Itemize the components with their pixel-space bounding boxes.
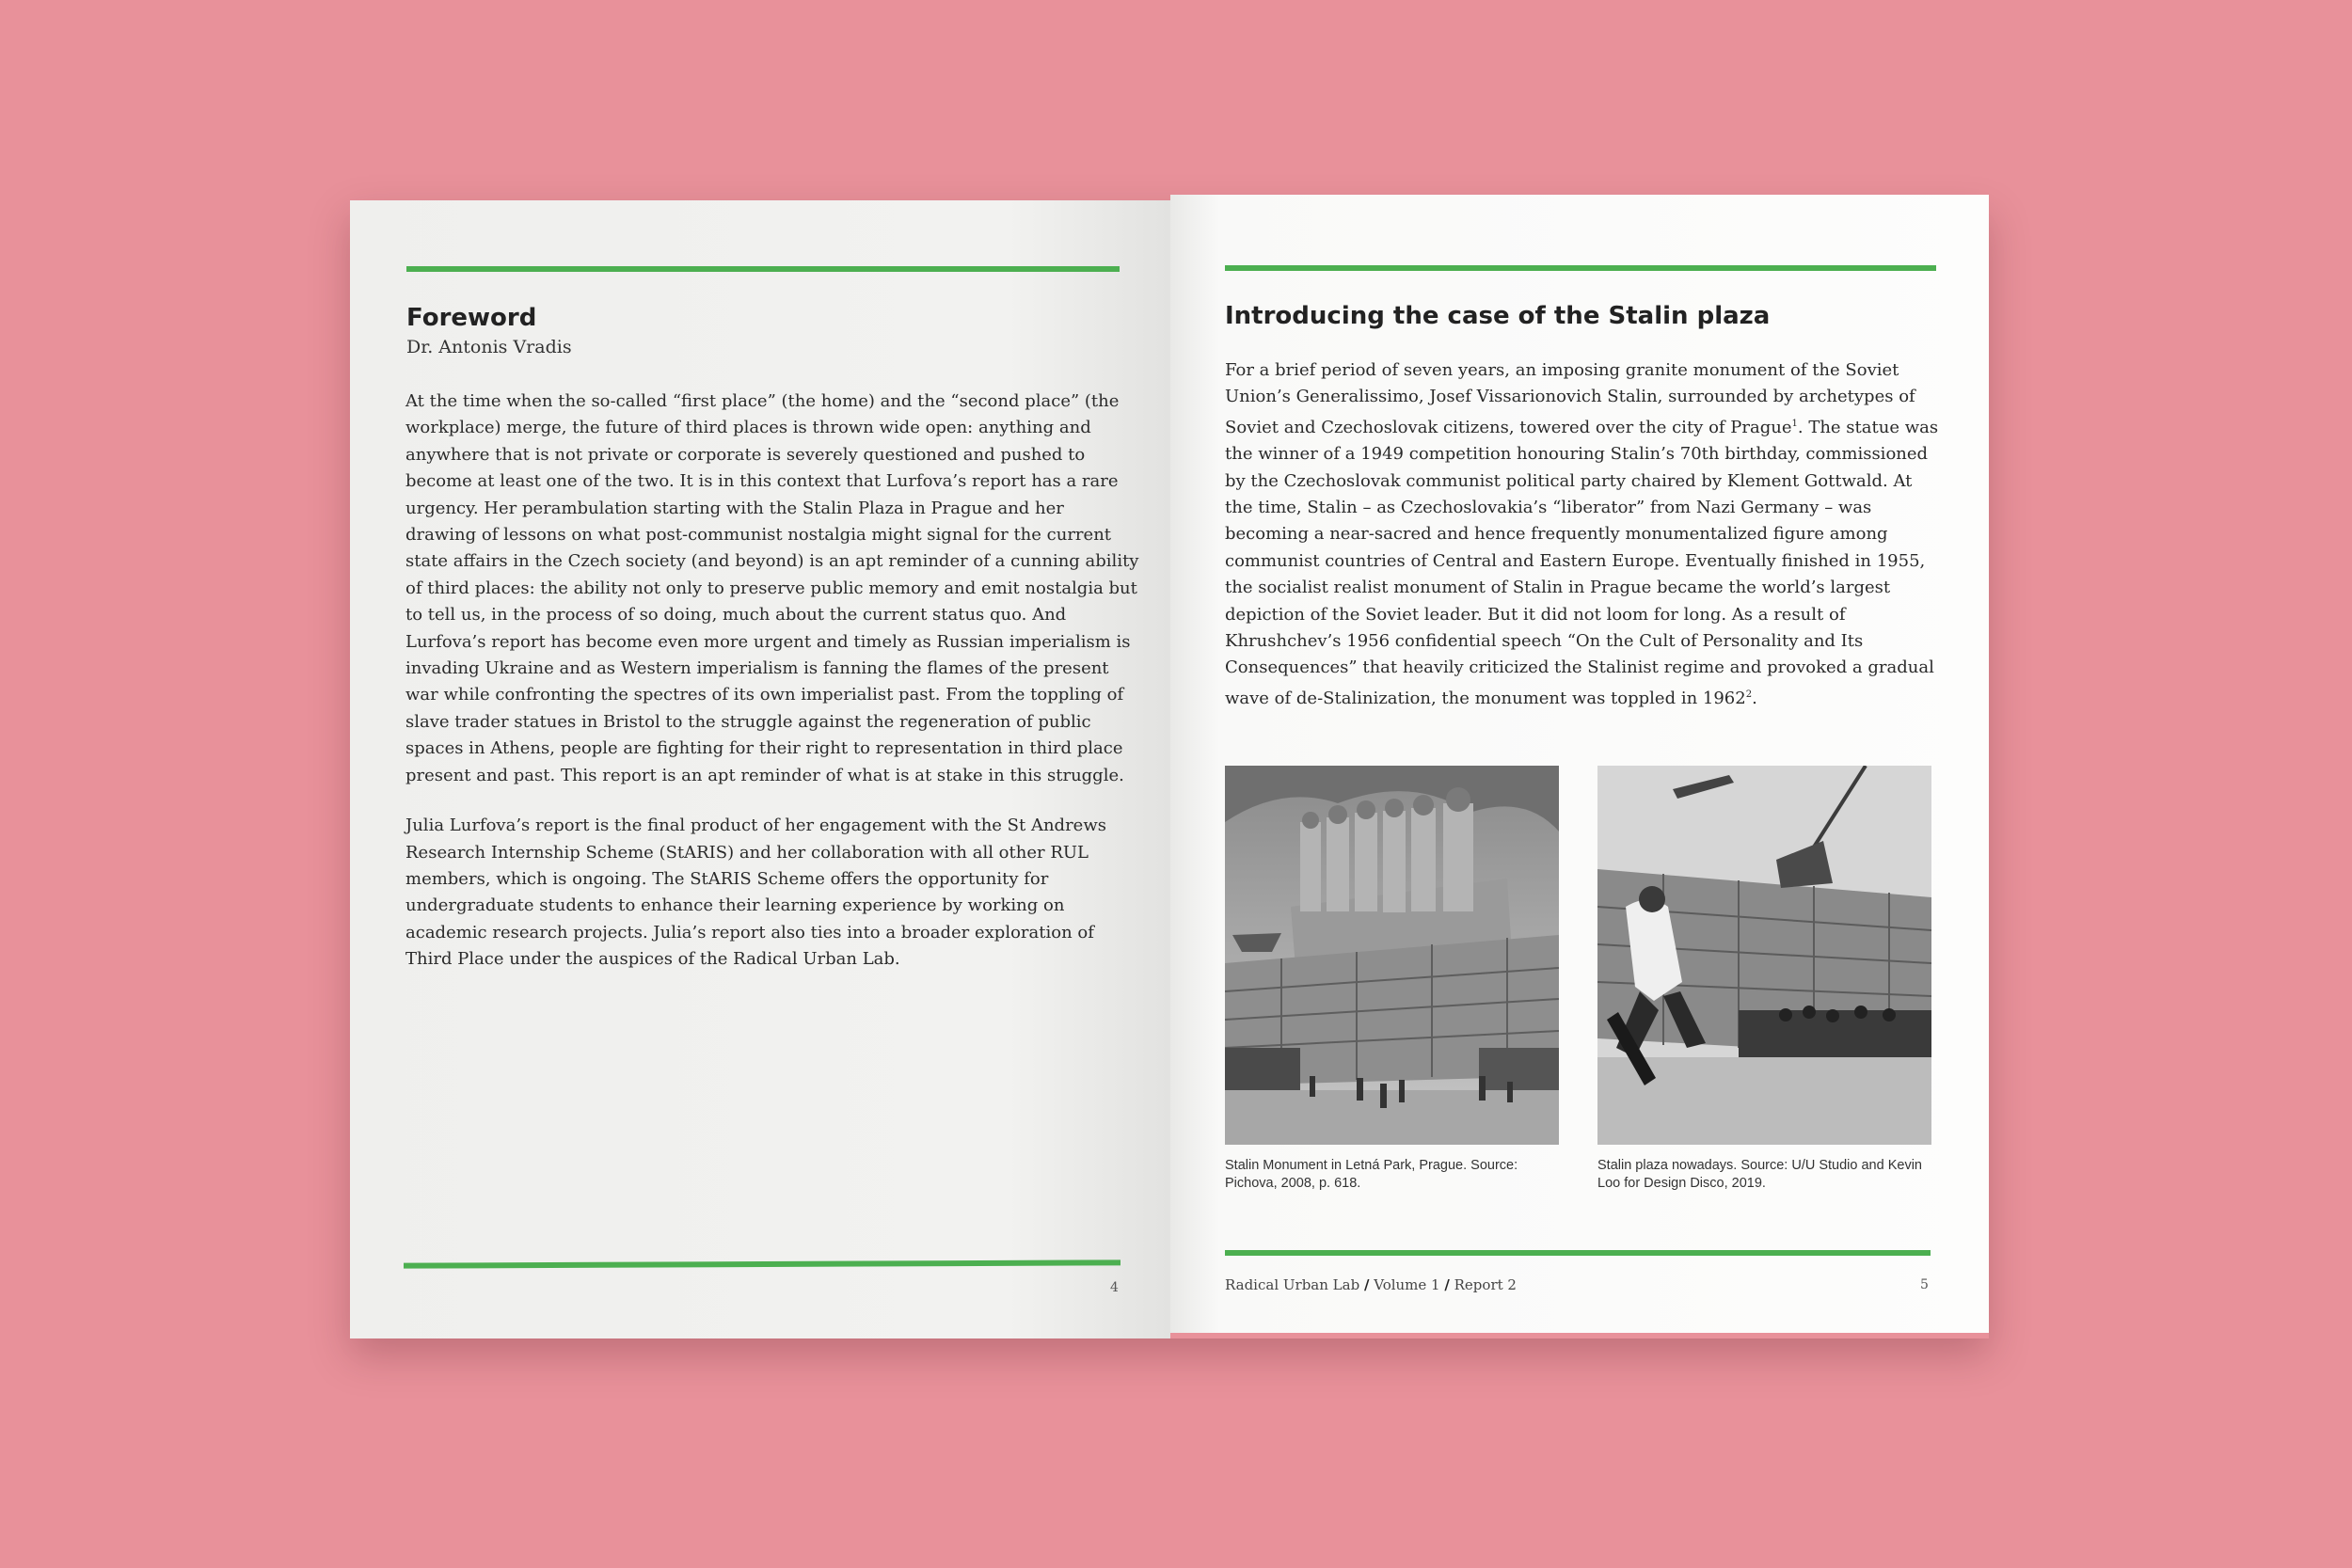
footnote-ref: 2: [1745, 689, 1753, 700]
body-text: .: [1752, 688, 1757, 708]
bottom-rule: [1225, 1250, 1931, 1256]
footer-publisher: Radical Urban Lab: [1225, 1276, 1360, 1293]
footnote-ref: 1: [1791, 418, 1798, 429]
photo-caption: Stalin Monument in Letná Park, Prague. Source: Pichova, 2008, p. 618.: [1225, 1158, 1518, 1191]
bottom-rule: [404, 1259, 1120, 1268]
body-text: . The statue was the winner of a 1949 competition honouring Stalin’s 70th birthday, commissioned by the Czechoslovak communist political party chaired by Klement Gottwald. At the time, Stalin – as Czechoslovakia’s “liberator” from Nazi Germany – was becoming a near-sacred and hence frequently monumentalized figure among communist countries of Central and Eastern Europe. Eventually finished in 1955, the socialist realist monument of Stalin in Prague became the world’s largest depiction of the Soviet leader. But it did not loom for long. As a result of Khrushchev’s 1956 confidential speech “On the Cult of Personality and Its Consequences” that heavily criticized the Stalinist regime and provoked a gradual wave of de-Stalinization, the monument was toppled in 1962: [1225, 417, 1939, 708]
page-number: 5: [1920, 1277, 1929, 1292]
photo-caption: Stalin plaza nowadays. Source: U/U Studio and Kevin Loo for Design Disco, 2019.: [1597, 1158, 1922, 1191]
page-number: 4: [1110, 1280, 1119, 1295]
top-rule: [1225, 265, 1936, 271]
top-rule: [406, 266, 1120, 272]
photo-stalin-plaza-today: [1597, 766, 1931, 1145]
paragraph: Julia Lurfova’s report is the final product of her engagement with the St Andrews Research Internship Scheme (StARIS) and her collaboration with all other RUL members, which is ongoing. The StARIS Scheme offers the opportunity for undergraduate students to enhance their learning experience by working on academic research projects. Julia’s report also ties into a broader exploration of Third Place under the auspices of the Radical Urban Lab.: [405, 816, 1106, 970]
author-name: Dr. Antonis Vradis: [406, 337, 572, 357]
left-page: [350, 200, 1170, 1338]
paragraph: At the time when the so-called “first place” (the home) and the “second place” (the workplace) merge, the future of third places is thrown wide open: anything and anywhere that is not private or corporate is severely questioned and pushed to become at least one of the two. It is in this context that Lurfova’s report has a rare urgency. Her perambulation starting with the Stalin Plaza in Prague and her drawing of lessons on what post-communist nostalgia might signal for the current state affairs in the Czech society (and beyond) is an apt reminder of a cunning ability of third places: the ability not only to preserve public memory and emit nostalgia but to tell us, in the process of so doing, much about the current status quo. And Lurfova’s report has become even more urgent and timely as Russian imperialism is invading Ukraine and as Western imperialism is fanning the flames of the present war while confronting the spectres of its own imperialist past. From the toppling of slave trader statues in Bristol to the struggle against the regeneration of public spaces in Athens, people are fighting for their right to representation in third place present and past. This report is an apt reminder of what is at stake in this struggle.: [405, 391, 1139, 785]
monument-photo-image: [1225, 766, 1559, 1145]
photo-stalin-monument: [1225, 766, 1559, 1145]
right-page: [1170, 195, 1989, 1333]
page-title: Foreword: [406, 304, 537, 332]
footer-volume: Volume 1: [1374, 1276, 1440, 1293]
body-text: For a brief period of seven years, an imposing granite monument of the Soviet Union’s Generalissimo, Josef Vissarionovich Stalin, surrounded by archetypes of Soviet and Czechoslovak citizens, towered over the city of Prague: [1225, 360, 1915, 437]
booklet-spread: [350, 200, 1989, 1338]
footer-separator: /: [1363, 1276, 1370, 1293]
plaza-photo-image: [1597, 766, 1931, 1145]
section-title: Introducing the case of the Stalin plaza: [1225, 302, 1771, 330]
footer-report: Report 2: [1454, 1276, 1517, 1293]
section-body: [1225, 357, 1944, 712]
foreword-body: [405, 388, 1139, 997]
footer-separator: /: [1444, 1276, 1450, 1293]
running-footer: [1225, 1276, 1517, 1293]
